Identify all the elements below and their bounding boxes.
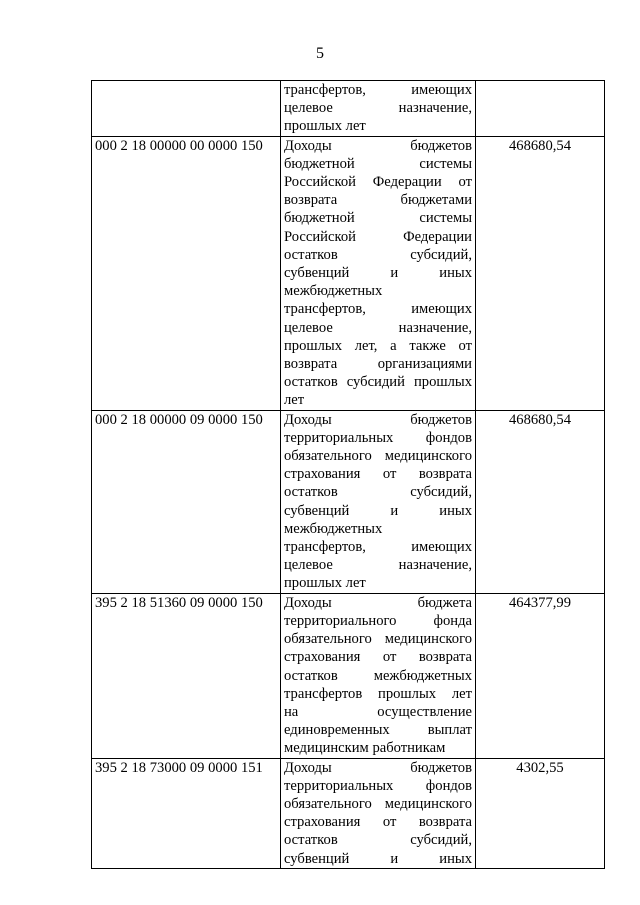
revenue-name-line: остатков субсидий прошлых: [284, 374, 472, 391]
revenue-name-line: медицинским работникам: [284, 740, 446, 757]
revenue-name-line: территориальных фондов: [284, 777, 472, 794]
revenue-name-line: целевое назначение,: [284, 100, 472, 117]
revenue-name-line: на осуществление: [284, 703, 472, 720]
revenue-name-line: целевое назначение,: [284, 557, 472, 574]
revenue-name-cell: [281, 758, 476, 868]
revenue-name-line: возврата бюджетами: [284, 192, 472, 209]
revenue-name-line: трансфертов прошлых лет: [284, 685, 472, 702]
revenue-name-line: обязательного медицинского: [284, 448, 472, 465]
amount-cell: 468680,54: [476, 136, 605, 410]
revenue-name-line: трансфертов, имеющих: [284, 301, 472, 318]
revenue-name-cell: [281, 136, 476, 410]
amount-cell: [476, 81, 605, 137]
table-row: [92, 81, 605, 137]
table-row: [92, 410, 605, 593]
revenue-name-line: прошлых лет: [284, 118, 366, 135]
revenue-code-cell: 000 2 18 00000 09 0000 150: [92, 410, 281, 593]
revenue-name-line: территориального фонда: [284, 612, 472, 629]
revenue-code-cell: 395 2 18 51360 09 0000 150: [92, 593, 281, 758]
revenue-name-line: обязательного медицинского: [284, 795, 472, 812]
table-row: [92, 593, 605, 758]
revenue-name-line: страхования от возврата: [284, 466, 472, 483]
revenue-name-cell: [281, 81, 476, 137]
revenue-name-line: субвенций и иных: [284, 265, 472, 282]
revenue-name-line: Доходы бюджетов: [284, 411, 472, 428]
revenue-name-line: единовременных выплат: [284, 722, 472, 739]
revenue-code-cell: 395 2 18 73000 09 0000 151: [92, 758, 281, 868]
revenue-name-line: лет: [284, 392, 305, 409]
revenue-name-line: Российской Федерации от: [284, 174, 472, 191]
amount-cell: 468680,54: [476, 410, 605, 593]
revenue-name-line: обязательного медицинского: [284, 631, 472, 648]
revenue-name-line: межбюджетных: [284, 283, 383, 300]
revenue-name-line: бюджетной системы: [284, 155, 472, 172]
revenue-name-line: остатков субсидий,: [284, 246, 472, 263]
table-body: [92, 81, 605, 869]
amount-cell: 464377,99: [476, 593, 605, 758]
budget-revenue-table: [91, 80, 605, 869]
revenue-name-line: Доходы бюджетов: [284, 137, 472, 154]
revenue-name-line: трансфертов, имеющих: [284, 82, 472, 98]
table-row: [92, 758, 605, 868]
revenue-name-line: страхования от возврата: [284, 649, 472, 666]
revenue-name-line: субвенций и иных: [284, 850, 472, 867]
revenue-name-line: возврата организациями: [284, 356, 472, 373]
revenue-name-line: субвенций и иных: [284, 502, 472, 519]
revenue-name-line: прошлых лет: [284, 575, 366, 592]
revenue-name-line: Российской Федерации: [284, 228, 472, 245]
revenue-name-line: Доходы бюджета: [284, 594, 472, 611]
revenue-name-line: трансфертов, имеющих: [284, 539, 472, 556]
revenue-name-line: прошлых лет, а также от: [284, 337, 472, 354]
amount-cell: 4302,55: [476, 758, 605, 868]
revenue-name-line: остатков межбюджетных: [284, 667, 472, 684]
revenue-name-cell: [281, 410, 476, 593]
revenue-name-line: Доходы бюджетов: [284, 759, 472, 776]
page-number: 5: [316, 45, 324, 62]
revenue-name-line: целевое назначение,: [284, 319, 472, 336]
table-row: [92, 136, 605, 410]
revenue-name-line: бюджетной системы: [284, 210, 472, 227]
revenue-code-cell: 000 2 18 00000 00 0000 150: [92, 136, 281, 410]
revenue-name-line: остатков субсидий,: [284, 484, 472, 501]
revenue-name-line: территориальных фондов: [284, 429, 472, 446]
revenue-name-line: межбюджетных: [284, 520, 383, 537]
revenue-code-cell: [92, 81, 281, 137]
revenue-name-line: остатков субсидий,: [284, 832, 472, 849]
revenue-name-line: страхования от возврата: [284, 814, 472, 831]
revenue-name-cell: [281, 593, 476, 758]
